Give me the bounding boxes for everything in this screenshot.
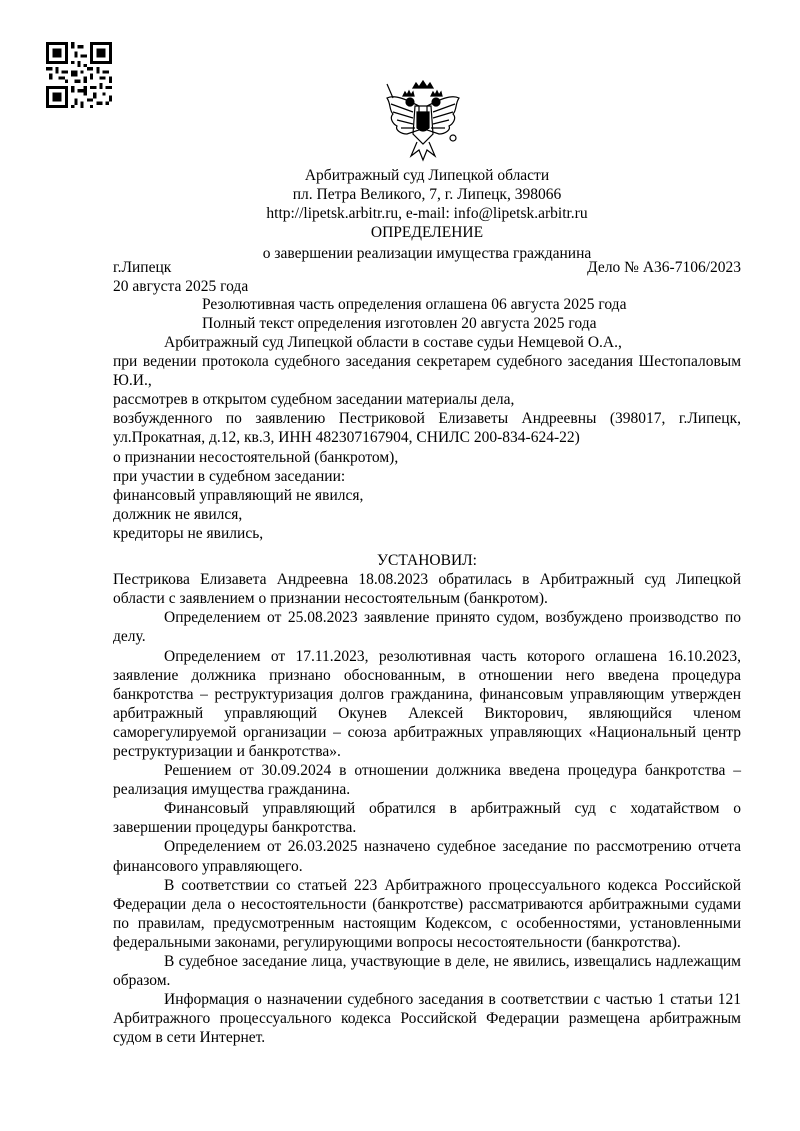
qr-code-icon [46,42,112,108]
intro-line: финансовый управляющий не явился, [113,486,364,504]
document-date: 20 августа 2025 года [113,278,249,295]
case-number: Дело № А36-7106/2023 [587,259,741,276]
intro-line: кредиторы не явились, [113,524,264,542]
resolution-announced: Резолютивная часть определения оглашена 06 августа 2025 года [202,296,627,313]
court-name: Арбитражный суд Липецкой области [304,167,550,184]
coat-of-arms-icon [383,78,463,162]
intro-line: возбужденного по заявлению Пестриковой Елизаветы Андреевны (398017, г.Липецк, ул.Прокатная, д.12, кв.3, ИНН 482307167904, СНИЛС 200-834-624-22) [113,410,741,447]
document-subject: о завершении реализации имущества гражданина [262,245,592,262]
paragraph: Информация о назначении судебного заседания в соответствии с частью 1 статьи 121 Арбитражного процессуального кодекса Российской Федерации размещена арбитражным судом в сети Интернет. [113,991,741,1047]
intro-line: при участии в судебном заседании: [113,467,346,485]
intro-line: Арбитражный суд Липецкой области в составе судьи Немцевой О.А., [164,334,622,351]
intro-line: рассмотрев в открытом судебном заседании материалы дела, [113,391,515,409]
section-heading: УСТАНОВИЛ: [377,552,477,570]
paragraph: Определением от 25.08.2023 заявление принято судом, возбуждено производство по делу. [113,609,741,646]
intro-line: должник не явился, [113,505,243,523]
court-address: пл. Петра Великого, 7, г. Липецк, 398066 [292,186,562,203]
paragraph: Определением от 26.03.2025 назначено судебное заседание по рассмотрению отчета финансового управляющего. [113,838,741,875]
paragraph: Решением от 30.09.2024 в отношении должника введена процедура банкротства – реализация имущества гражданина. [113,762,741,799]
document-type: ОПРЕДЕЛЕНИЕ [370,224,484,241]
document-body [113,333,741,1047]
intro-line: при ведении протокола судебного заседания секретарем судебного заседания Шестопаловым Ю.И., [113,353,741,390]
paragraph: В судебное заседание лица, участвующие в деле, не явились, извещались надлежащим образом. [113,953,741,990]
intro-line: о признании несостоятельной (банкротом), [113,448,399,466]
court-contacts: http://lipetsk.arbitr.ru, e-mail: info@lipetsk.arbitr.ru [266,205,588,222]
full-text-made: Полный текст определения изготовлен 20 августа 2025 года [202,315,597,332]
paragraph: Определением от 17.11.2023, резолютивная часть которого оглашена 16.10.2023, заявление должника признано обоснованным, в отношении него введена процедура банкротства – реструктуризация долгов гражданина, финансовым управляющим утвержден арбитражный управляющий Окунев Алексей Викторович, являющийся членом саморегулируемой организации – союза арбитражных управляющих «Национальный центр реструктуризации и банкротства». [113,647,741,760]
paragraph: Пестрикова Елизавета Андреевна 18.08.2023 обратилась в Арбитражный суд Липецкой области с заявлением о признании несостоятельным (банкротом). [113,571,741,608]
city: г.Липецк [113,259,172,276]
paragraph: Финансовый управляющий обратился в арбитражный суд с ходатайством о завершении процедуры банкротства. [113,800,741,837]
paragraph: В соответствии со статьей 223 Арбитражного процессуального кодекса Российской Федерации дела о несостоятельности (банкротстве) рассматриваются арбитражными судами по правилам, предусмотренным настоящим Кодексом, с особенностями, установленными федеральными законами, регулирующими вопросы несостоятельности (банкротства). [113,876,741,951]
